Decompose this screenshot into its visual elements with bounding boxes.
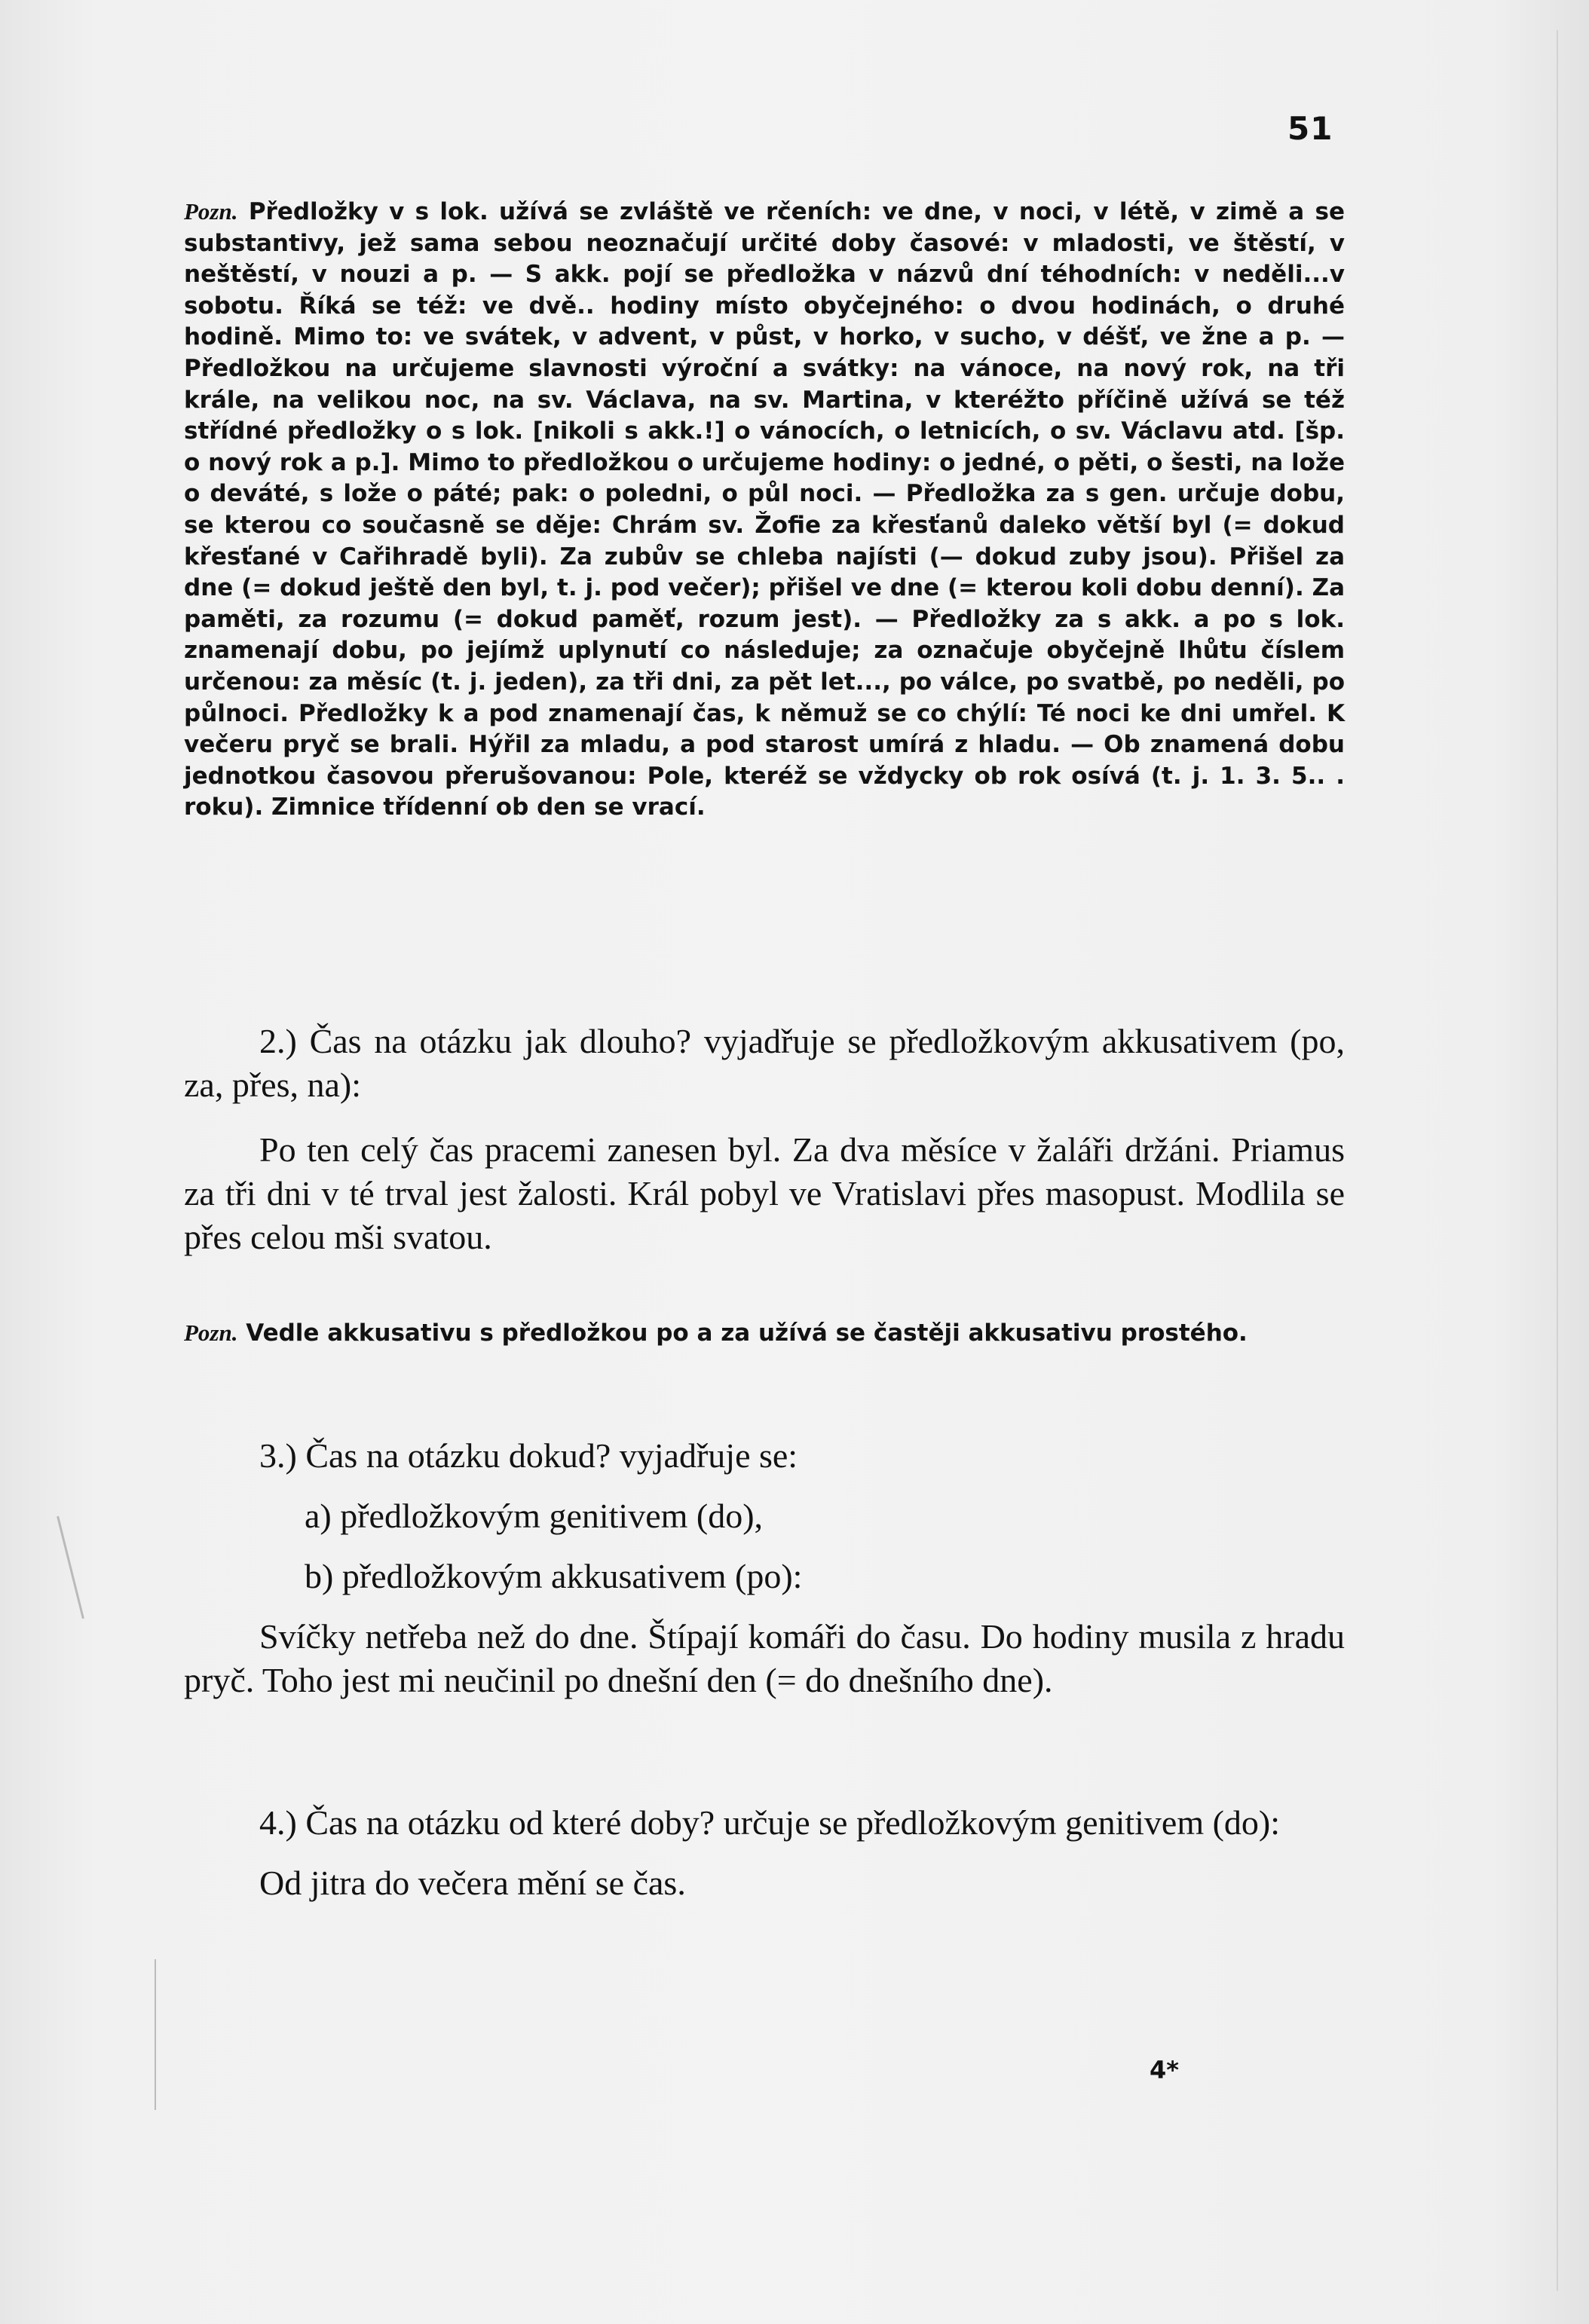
scan-scratch [155,1959,156,2110]
note-text: Vedle akkusativu s předložkou po a za užívá se častěji akkusativu prostého. [246,1319,1248,1347]
section-2-example: Po ten celý čas pracemi zanesen byl. Za dva měsíce v žaláři držáni. Priamus za tři dni v té trval jest žalosti. Král pobyl ve Vratislavi přes masopust. Modlila se přes celou mši svatou. [184,1130,1345,1256]
section-4-heading: 4.) Čas na otázku od které doby? určuje se předložkovým genitivem (do): [259,1803,1281,1842]
section-3-heading: 3.) Čas na otázku dokud? vyjadřuje se: [259,1436,798,1475]
section-3-example: Svíčky netřeba než do dne. Štípají komáři do času. Do hodiny musila z hradu pryč. Toho jest mi neučinil po dnešní den (= do dnešního dne). [184,1617,1345,1699]
scan-scratch [57,1516,84,1619]
scan-edge-shadow [1557,30,1558,2291]
page-number: 51 [1287,110,1333,147]
section-3-item-b: b) předložkovým akkusativem (po): [305,1557,803,1595]
note-label: Pozn. [184,1319,238,1346]
note-block-1 [184,196,1345,824]
section-4 [184,1801,1345,1905]
section-3-item-a: a) předložkovým genitivem (do), [305,1497,764,1535]
note-text: Předložky v s lok. užívá se zvláště ve rčeních: ve dne, v noci, v létě, v zimě a se substantivy, jež sama sebou neoznačují určité doby časové: v mladosti, ve štěstí, v neštěstí, v nouzi a p. — S akk. pojí se předložka v názvů dní téhodních: v neděli...v sobotu. Říká se též: ve dvě.. hodiny místo obyčejného: o dvou hodinách, o druhé hodině. Mimo to: ve svátek, v advent, v půst, v horko, v sucho, v déšť, ve žne a p. — Předložkou na určujeme slavnosti výroční a svátky: na vánoce, na nový rok, na tři krále, na velikou noc, na sv. Václava, na sv. Martina, v kteréžto příčině užívá se též střídné předložky o s lok. [nikoli s akk.!] o vánocích, o letnicích, o sv. Václavu atd. [šp. o nový rok a p.]. Mimo to předložkou o určujeme hodiny: o jedné, o pěti, o šesti, na lože o deváté, s lože o páté; pak: o poledni, o půl noci. — Předložka za s gen. určuje dobu, se kterou co současně se děje: Chrám sv. Žofie za křesťanů daleko větší byl (= dokud křesťané v Cařihradě byli). Za zubův se chleba najísti (— dokud zuby jsou). Přišel za dne (= dokud ještě den byl, t. j. pod večer); přišel ve dne (= kterou koli dobu denní). Za paměti, za rozumu (= dokud paměť, rozum jest). — Předložky za s akk. a po s lok. znamenají dobu, po jejímž uplynutí co následuje; za označuje obyčejně lhůtu číslem určenou: za měsíc (t. j. jeden), za tři dni, za pět let..., po válce, po svatbě, po neděli, po půlnoci. Předložky k a pod znamenají čas, k němuž se co chýlí: Té noci ke dni umřel. K večeru pryč se brali. Hýřil za mladu, a pod starost umírá z hladu. — Ob znamená dobu jednotkou časovou přerušovanou: Pole, kteréž se vždycky ob rok osívá (t. j. 1. 3. 5.. . roku). Zimnice třídenní ob den se vrací. [184,198,1345,821]
note-label: Pozn. [184,198,238,225]
section-4-example: Od jitra do večera mění se čas. [259,1864,686,1902]
note-block-2 [184,1317,1345,1350]
printer-signature: 4* [1150,2056,1179,2084]
section-3 [184,1434,1345,1702]
section-2-heading: 2.) Čas na otázku jak dlouho? vyjadřuje se předložkovým akkusativem (po, za, přes, na): [184,1022,1345,1104]
section-2 [184,1020,1345,1259]
